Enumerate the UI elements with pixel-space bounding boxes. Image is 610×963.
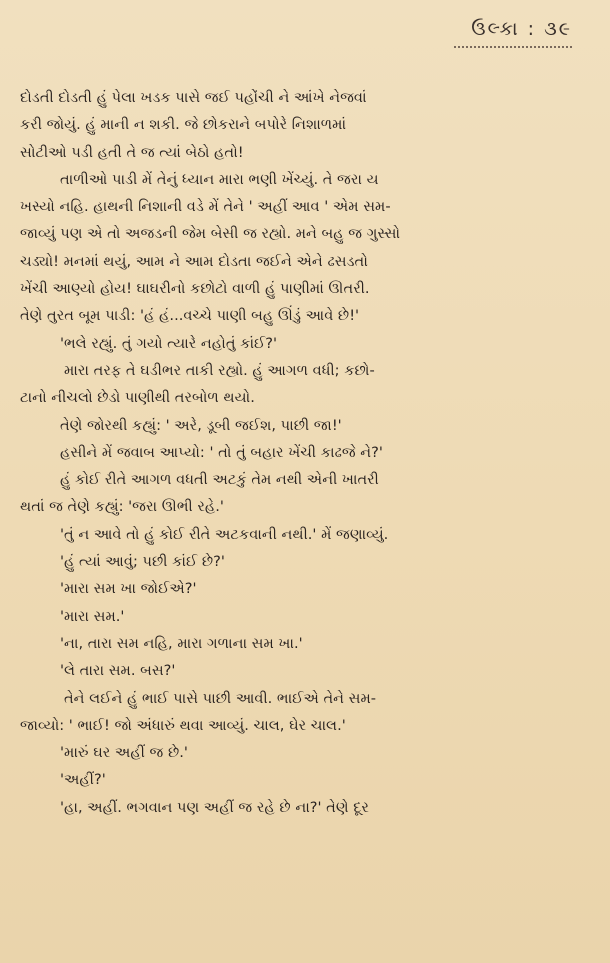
text-line: થતાં જ તેણે કહ્યું: 'જરા ઊભી રહે.' <box>20 498 224 516</box>
text-line: ખસ્યો નહિ. હાથની નિશાની વડે મેં તેને ' અહીં આવ ' એમ સમ- <box>20 198 391 216</box>
running-head: ઉલ્કા : ૩૯ <box>471 18 572 40</box>
text-line: ખેંચી આણ્યો હોય! ઘાઘરીનો કછોટો વાળી હું પાણીમાં ઊતરી. <box>20 280 370 298</box>
text-line: હસીને મેં જવાબ આપ્યો: ' તો તું બહાર ખેંચી કાઢજે ને?' <box>60 443 383 461</box>
text-line: તેને લઈને હું ભાઈ પાસે પાછી આવી. ભાઈએ તેને સમ- <box>64 689 377 707</box>
text-line: તાળીઓ પાડી મેં તેનું ધ્યાન મારા ભણી ખેંચ્યું. તે જરા ય <box>60 170 379 188</box>
text-line: જાવ્યું પણ એ તો અજડની જેમ બેસી જ રહ્યો. મને બહુ જ ગુસ્સો <box>20 225 401 243</box>
text-line: કરી જોયું. હું માની ન શકી. જે છોકરાને બપોરે નિશાળમાં <box>20 116 347 134</box>
text-line: ચડ્યો! મનમાં થયું, આમ ને આમ દોડતા જઈને એને ઢસડતો <box>20 252 368 270</box>
text-line: 'હું ત્યાં આવું; પછી કાંઈ છે?' <box>60 553 225 571</box>
text-line: 'મારા સમ ખા જોઈએ?' <box>60 580 197 598</box>
text-line: સોટીઓ પડી હતી તે જ ત્યાં બેઠો હતો! <box>20 143 244 161</box>
text-line: જાવ્યો: ' ભાઈ! જો અંધારું થવા આવ્યું. ચાલ, ઘેર ચાલ.' <box>20 716 346 734</box>
text-line: મારા તરફ તે ઘડીભર તાકી રહ્યો. હું આગળ વધી; કછો- <box>64 361 375 379</box>
page-header <box>454 18 572 48</box>
text-line: 'અહીં?' <box>60 771 106 789</box>
text-line: 'લે તારા સમ. બસ?' <box>60 662 176 680</box>
header-ornament <box>454 42 572 48</box>
text-line: 'હા, અહીં. ભગવાન પણ અહીં જ રહે છે ના?' તેણે દૂર <box>60 798 369 816</box>
text-line: દોડતી દોડતી હું પેલા ખડક પાસે જઈ પહોંચી ને આંખે નેજવાં <box>20 89 367 106</box>
text-line: હું કોઈ રીતે આગળ વધતી અટકું તેમ નથી એની ખાતરી <box>60 471 379 489</box>
text-line: ટાનો નીચલો છેડો પાણીથી તરબોળ થયો. <box>20 389 255 407</box>
text-line: 'મારું ઘર અહીં જ છે.' <box>60 744 188 762</box>
text-line: તેણે તુરત બૂમ પાડી: 'હં હં...વચ્ચે પાણી બહુ ઊંડું આવે છે!' <box>20 307 360 325</box>
text-line: તેણે જોરથી કહ્યું: ' અરે, ડૂબી જઈશ, પાછી જા!' <box>60 416 342 434</box>
text-line: 'મારા સમ.' <box>60 607 125 625</box>
body-text <box>20 84 580 821</box>
text-line: 'ભલે રહ્યું. તું ગયો ત્યારે નહોતું કાંઈ?' <box>60 334 278 352</box>
text-line: 'તું ન આવે તો હું કોઈ રીતે અટકવાની નથી.' મેં જણાવ્યું. <box>60 525 389 543</box>
text-line: 'ના, તારા સમ નહિ, મારા ગળાના સમ ખા.' <box>60 634 303 652</box>
